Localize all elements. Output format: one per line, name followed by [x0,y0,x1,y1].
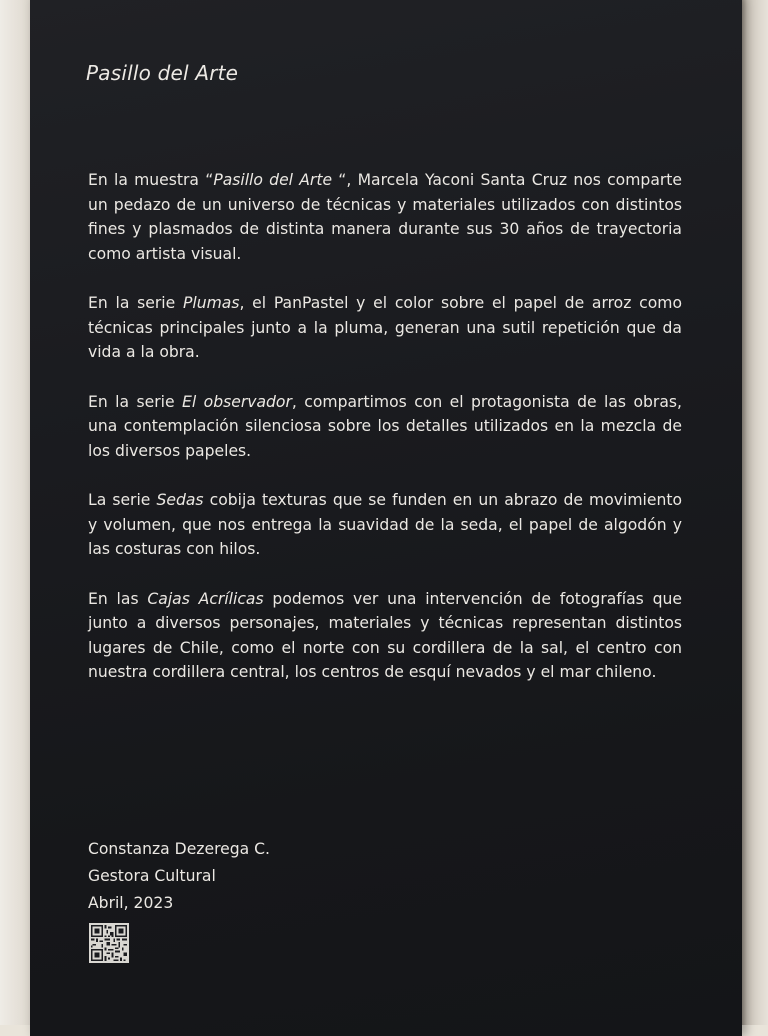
panel-body [88,168,682,710]
paragraph-plumas [88,291,682,365]
signature-date: Abril, 2023 [88,894,174,912]
series-observador: El observador [182,392,292,411]
series-sedas: Sedas [156,491,204,509]
paragraph-cajas [88,587,682,685]
paragraph-observador-rest: , compartimos con el protagonista de las obras, una contemplación silenciosa sobre los detalles utilizados en la mezcla de los diversos papeles. [88,392,682,460]
qr-code-graphic [91,925,127,961]
paragraph-sedas-text: La serie [88,491,157,509]
paragraph-observador [88,390,682,464]
signature-name: Constanza Dezerega C. [88,840,270,858]
paragraph-cajas-text: En las [88,589,148,608]
signature-block [88,836,270,917]
series-cajas-acrilicas: Cajas Acrílicas [147,589,264,608]
paragraph-cajas-rest: podemos ver una intervención de fotografías que junto a diversos personajes, materiales y técnicas representan distintos lugares de Chile, como el norte con su cordillera de la sal, el centro con nuestra cordillera central, los centros de esquí nevados y el mar chileno. [88,589,682,681]
paragraph-plumas-text: En la serie [88,294,183,312]
qr-code-icon[interactable] [89,923,129,963]
paragraph-intro [88,168,682,266]
paragraph-sedas-rest: cobija texturas que se funden en un abrazo de movimiento y volumen, que nos entrega la suavidad de la seda, el papel de algodón y las costuras con hilos. [88,491,682,558]
paragraph-intro-rest: “, Marcela Yaconi Santa Cruz nos comparte un pedazo de un universo de técnicas y materiales utilizados con distintos fines y plasmados de distinta manera durante sus 30 años de trayectoria como artista visual. [88,171,682,263]
wall-right [738,0,768,1025]
paragraph-sedas [88,488,682,562]
paragraph-plumas-rest: , el PanPastel y el color sobre el papel de arroz como técnicas principales junto a la pluma, generan una sutil repetición que da vida a la obra. [88,294,682,361]
exhibition-name: Pasillo del Arte [213,171,333,189]
wall-left [0,0,34,1025]
paragraph-intro-text: En la muestra “ [88,171,214,189]
signature-role: Gestora Cultural [88,867,216,885]
paragraph-observador-text: En la serie [88,392,183,411]
series-plumas: Plumas [182,294,240,312]
panel-title: Pasillo del Arte [86,61,239,85]
